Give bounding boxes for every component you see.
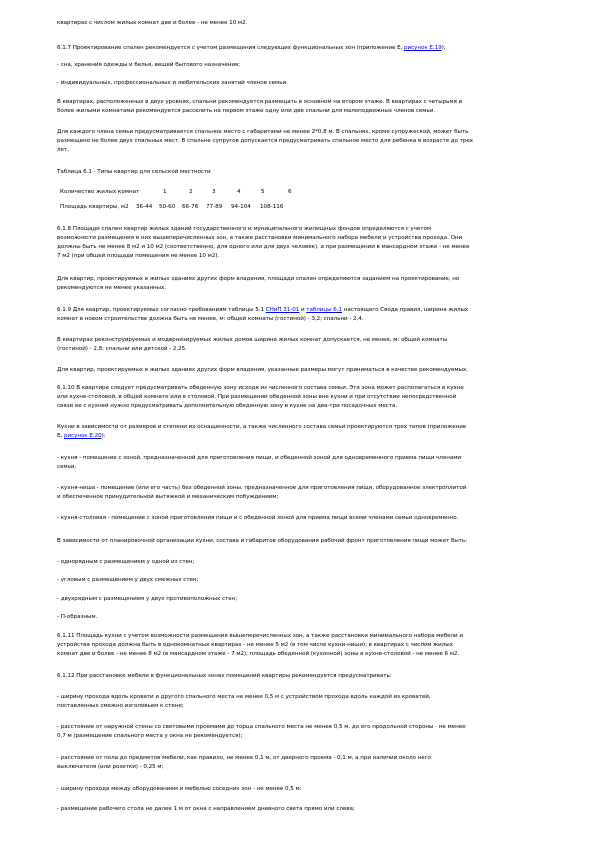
link-snip-31-01[interactable]: СНиП 31-01	[265, 307, 300, 313]
paragraph-6-1-9	[57, 307, 468, 314]
list-item: поставленных смежно изголовьем к стене;	[57, 703, 184, 709]
paragraph-line: рекомендуются не менее указанных.	[57, 285, 167, 291]
list-item: - размещение рабочего стола не далее 1 м от окна с направлением дневного света прямо или слева;	[57, 806, 355, 812]
link-table-6-1[interactable]: таблицы 6.1	[306, 307, 342, 313]
paragraph-line: 6.1.11 Площадь кухни с учетом возможности размещения вышеперечисленных зон, а также расстановки минимального набора мебели и	[57, 633, 463, 639]
table-cell: 3	[212, 189, 216, 195]
table-cell: 6	[288, 189, 292, 195]
paragraph-line: 6.1.8 Площади спален квартир жилых зданий государственного и муниципального жилищных фондов определяются с учетом	[57, 226, 432, 232]
list-item: - кухня - помещение с зоной, предназначенной для приготовления пищи, и обеденной зоной для одновременного приема пищи членами	[57, 455, 461, 461]
paragraph-text: 6.1.7 Проектирование спален рекомендуется с учетом размещения следующих функциональных зон (приложение Е,	[57, 45, 405, 51]
paragraph-line: 6.1.12 При расстановке мебели в функциональных зонах помещений квартиры рекомендуется предусматривать:	[57, 673, 392, 679]
paragraph-line: возможности размещения в них вышеперечисленных зон, а также расстановки минимального набора мебели и устройства прохода. Они	[57, 235, 463, 241]
paragraph-line: устройства прохода должна быть в однокомнатных квартирах - не менее 5 м2 (в том числе кухни-ниши); в квартирах с числом жилых	[57, 642, 453, 648]
table-cell: 36-44	[136, 204, 153, 210]
list-item: - индивидуальных, профессиональных и любительских занятий членов семьи.	[57, 80, 288, 86]
list-item: 0,7 м (размещение спального места у окна не рекомендуется);	[57, 733, 243, 739]
paragraph-line: квартирах с числом жилых комнат две и более - не менее 10 м2.	[57, 20, 248, 26]
paragraph-text: и	[299, 307, 307, 313]
paragraph-line: В зависимости от планировочной организации кухни, состава и габаритов оборудования рабочий фронт приготовления пищи может быть:	[57, 538, 468, 544]
paragraph-line	[57, 433, 106, 440]
paragraph-line: лет.	[57, 147, 69, 153]
list-item: - расстояние от пола до предметов мебели, как правило, не менее 0,1 м, от дверного проема - 0,1 м, а при наличии около него	[57, 755, 431, 761]
paragraph-line: должны быть не менее 8 м2 и 10 м2 (соответственно, для одного или для двух человек), а при размещении в мансардном этаже - не менее	[57, 244, 470, 250]
list-item: - П-образным.	[57, 614, 98, 620]
paragraph-6-1-7	[57, 45, 446, 52]
paragraph-line: связи ее с кухней нужно предусматривать дополнительную обеденную зону в кухне на два-три посадочных места.	[57, 403, 398, 409]
list-item: - однорядным с размещением у одной из стен;	[57, 559, 195, 565]
table-cell: 5	[261, 189, 265, 195]
paragraph-line: более жилыми комнатами рекомендуется расселить на первом этаже одну или две спальни для малоподвижных членов семьи.	[57, 108, 436, 114]
table-cell: 77-89	[206, 204, 223, 210]
paragraph-line: (гостиной) - 2,8; спальни или детской - 2,25.	[57, 346, 187, 352]
list-item: - расстояние от наружной стены со световыми проемами до торца спального места не менее 0,5 м, до его продольной стороны - не менее	[57, 724, 466, 730]
paragraph-text: Е,	[57, 433, 64, 439]
list-item: - двухрядным с размещением у двух противоположных стен;	[57, 596, 238, 602]
list-item: - ширину прохода вдоль кровати и другого спального места не менее 0,5 м с устройством прохода вдоль каждой из кроватей,	[57, 694, 431, 700]
link-figure-e19[interactable]: рисунок Е.19	[404, 45, 442, 51]
table-title: Таблица 6.1 - Типы квартир для сельской местности	[57, 169, 211, 175]
link-figure-e20[interactable]: рисунок Е.20	[63, 433, 102, 439]
list-item: - кухня-ниша - помещение (или его часть) без обеденной зоны, предназначенное для приготовления пищи, оборудованное электроплитой	[57, 485, 467, 491]
table-row-label: Количество жилых комнат	[60, 189, 140, 195]
table-cell: 4	[237, 189, 241, 195]
paragraph-line: Для каждого члена семьи предусматривается спальное место с габаритами не менее 2*0,8 м. В спальнях, кроме супружеской, может быть	[57, 129, 469, 135]
table-cell: 50-60	[159, 204, 176, 210]
list-item: - сна, хранения одежды и белья, вещей бытового назначения;	[57, 62, 241, 68]
paragraph-line: 6.1.10 В квартире следует предусматривать обеденную зону исходя из численного состава семьи. Эта зона может располагаться в кухне	[57, 385, 464, 391]
paragraph-text: );	[441, 45, 446, 51]
paragraph-line: Для квартир, проектируемых в жилых зданиях других форм владения, указанные размеры могут приниматься в качестве рекомендуемых.	[57, 367, 468, 373]
list-item: - кухня-столовая - помещение с зоной приготовления пищи и с обеденной зоной для приема пищи всеми членами семьи одновременно.	[57, 515, 459, 521]
paragraph-text: настоящего Свода правил, ширина жилых	[341, 307, 469, 313]
paragraph-line: или кухне-столовой, в общей комнате или в столовой. При размещении обеденной зоны вне кухни и при отсутствии непосредственной	[57, 394, 457, 400]
table-cell: 108-116	[260, 204, 284, 210]
list-item: выключателя (или розетки) - 0,25 м;	[57, 764, 164, 770]
list-item: - ширину прохода между оборудованием и мебелью соседних зон - не менее 0,5 м;	[57, 786, 302, 792]
paragraph-text: 6.1.9 Для квартир, проектируемых согласно требованиям таблицы 5.1	[57, 307, 266, 313]
table-cell: 1	[163, 189, 167, 195]
table-cell: 94-104	[231, 204, 251, 210]
paragraph-line: комнат две и более - не менее 8 м2 (в мансардном этаже - 7 м2), площадь обеденной (кухонной) зоны в кухне-столовой - не менее 6 м2.	[57, 651, 460, 657]
list-item: - угловым с размещением у двух смежных стен;	[57, 577, 199, 583]
paragraph-line: размещено не более двух спальных мест. В спальне супругов допускается предусматривать спальное место для ребенка в возрасте до трех	[57, 138, 474, 144]
apartment-types-table	[60, 189, 360, 211]
paragraph-text: ):	[101, 433, 106, 439]
paragraph-line: комнат в новом строительстве должна быть не менее, м: общей комнаты (гостиной) - 3,2; спальни - 2,4.	[57, 316, 364, 322]
table-cell: 66-76	[182, 204, 199, 210]
table-cell: 2	[189, 189, 193, 195]
paragraph-line: Кухни в зависимости от размеров и степени их оснащенности, а также численного состава семьи проектируются трех типов (приложение	[57, 424, 467, 430]
paragraph-line: 7 м2 (при общей площади помещения не менее 10 м2).	[57, 253, 220, 259]
list-item: семьи;	[57, 464, 77, 470]
paragraph-line: Для квартир, проектируемых в жилых зданиях других форм владения, площади спален определяются заданием на проектирование, но	[57, 276, 460, 282]
paragraph-line: В квартирах реконструируемых и модернизируемых жилых домов ширина жилых комнат допускается, не менее, м: общей комнаты	[57, 337, 448, 343]
paragraph-line: В квартирах, расположенных в двух уровнях, спальни рекомендуется размещать в основном на втором этаже. В квартирах с четырьмя и	[57, 99, 463, 105]
table-row-label: Площадь квартиры, м2	[60, 204, 129, 210]
list-item: и обеспеченное принудительной вытяжкой и механическим побуждением;	[57, 494, 279, 500]
